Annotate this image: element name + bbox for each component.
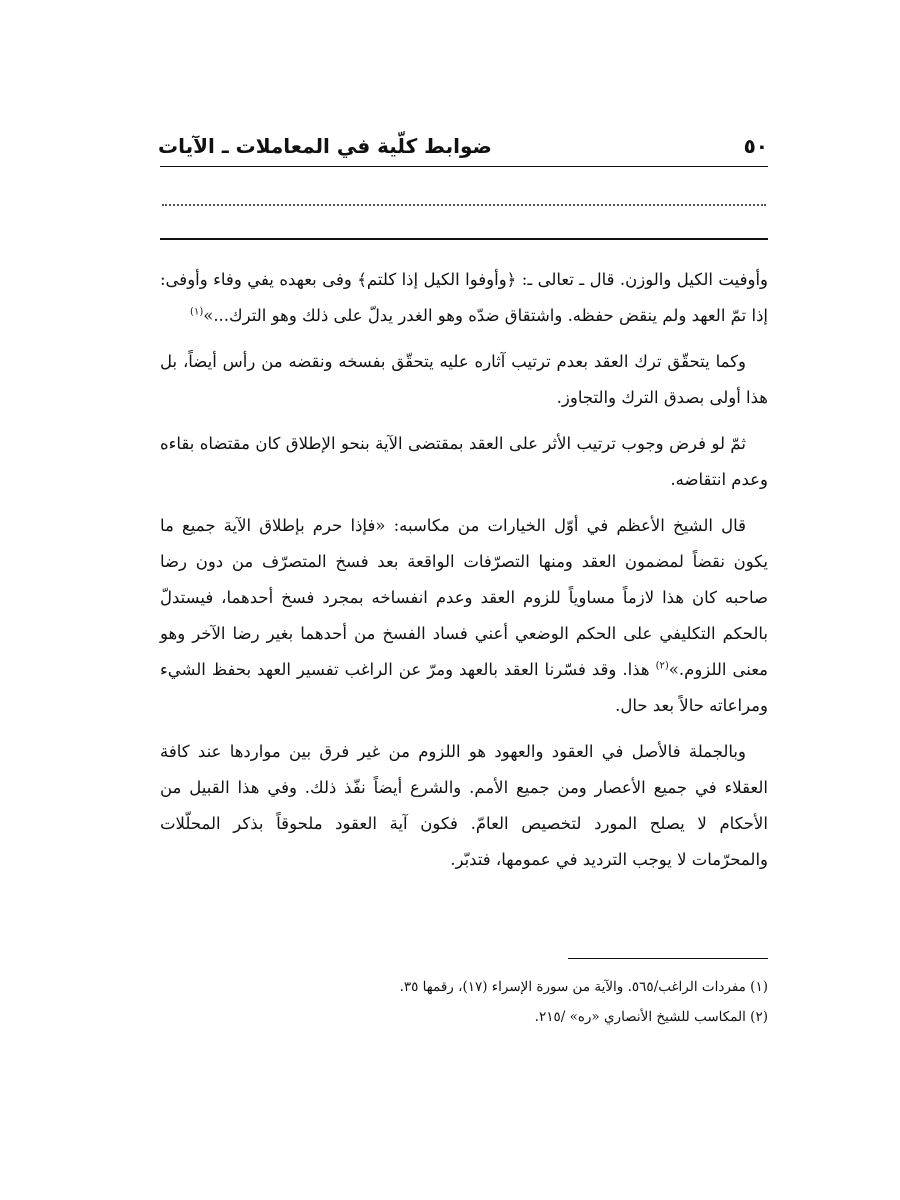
paragraph-text: وبالجملة فالأصل في العقود والعهود هو اللزوم من غير فرق بين مواردها عند كافة العقلاء في جميع الأعصار ومن جميع الأمم. والشرع أيضاً نفّذ ذلك. وفي هذا القبيل من الأحكام لا يصلح المورد لتخصيص العامّ. فكون آية العقود ملحوقاً بذكر المحلّلات والمحرّمات لا يوجب الترديد في عمومها، فتدبّر. bbox=[160, 742, 768, 869]
paragraph-text: هذا. وقد فسّرنا العقد بالعهد ومرّ عن الراغب تفسير العهد بحفظ الشيء ومراعاته حالاً بعد حال. bbox=[160, 660, 768, 715]
paragraph-4 bbox=[160, 508, 768, 724]
paragraph-text: قال الشيخ الأعظم في أوّل الخيارات من مكاسبه: «فإذا حرم بإطلاق الآية جميع ما يكون نقضاً لمضمون العقد ومنها التصرّفات الواقعة بعد فسخ المتصرّف من دون رضا صاحبه كان هذا لازماً مساوياً للزوم العقد وعدم انفساخه بمجرد فسخ أحدهما، فيستدلّ بالحكم التكليفي على الحكم الوضعي أعني فساد الفسخ من أحدهما بغير رضا الآخر وهو معنى اللزوم.» bbox=[160, 516, 768, 679]
running-header bbox=[158, 128, 768, 164]
footnote-1: (١) مفردات الراغب/٥٦٥. والآية من سورة الإسراء (١٧)، رقمها ٣٥. bbox=[399, 979, 768, 995]
paragraph-2 bbox=[160, 344, 768, 416]
paragraph-1 bbox=[160, 262, 768, 334]
page-number: ٥٠ bbox=[743, 134, 768, 158]
paragraph-text: وأوفيت الكيل والوزن. قال ـ تعالى ـ: ﴿وأوفوا الكيل إذا كلتم﴾ وفى بعهده يفي وفاء وأوفى: إذا تمّ العهد ولم ينقض حفظه. واشتقاق ضدّه وهو الغدر يدلّ على ذلك وهو الترك...» bbox=[160, 270, 768, 325]
header-rule bbox=[160, 166, 768, 167]
paragraph-text: ثمّ لو فرض وجوب ترتيب الأثر على العقد بمقتضى الآية بنحو الإطلاق كان مقتضاه بقاءه وعدم انتقاضه. bbox=[160, 434, 768, 489]
footnote-2: (٢) المكاسب للشيخ الأنصاري «ره» /٢١٥. bbox=[534, 1009, 768, 1025]
footnote-ref-1: (١) bbox=[190, 306, 204, 318]
main-text bbox=[160, 262, 768, 888]
paragraph-text: وكما يتحقّق ترك العقد بعدم ترتيب آثاره عليه يتحقّق بفسخه ونقضه من رأس أيضاً، بل هذا أولى بصدق الترك والتجاوز. bbox=[160, 352, 768, 407]
paragraph-5 bbox=[160, 734, 768, 878]
running-title: ضوابط كلّية في المعاملات ـ الآيات bbox=[158, 134, 492, 158]
footnote-rule bbox=[568, 958, 768, 959]
dotted-separator bbox=[162, 204, 766, 206]
section-rule bbox=[160, 238, 768, 240]
footnotes bbox=[160, 972, 768, 1032]
footnote-ref-2: (٢) bbox=[655, 660, 669, 672]
paragraph-3 bbox=[160, 426, 768, 498]
